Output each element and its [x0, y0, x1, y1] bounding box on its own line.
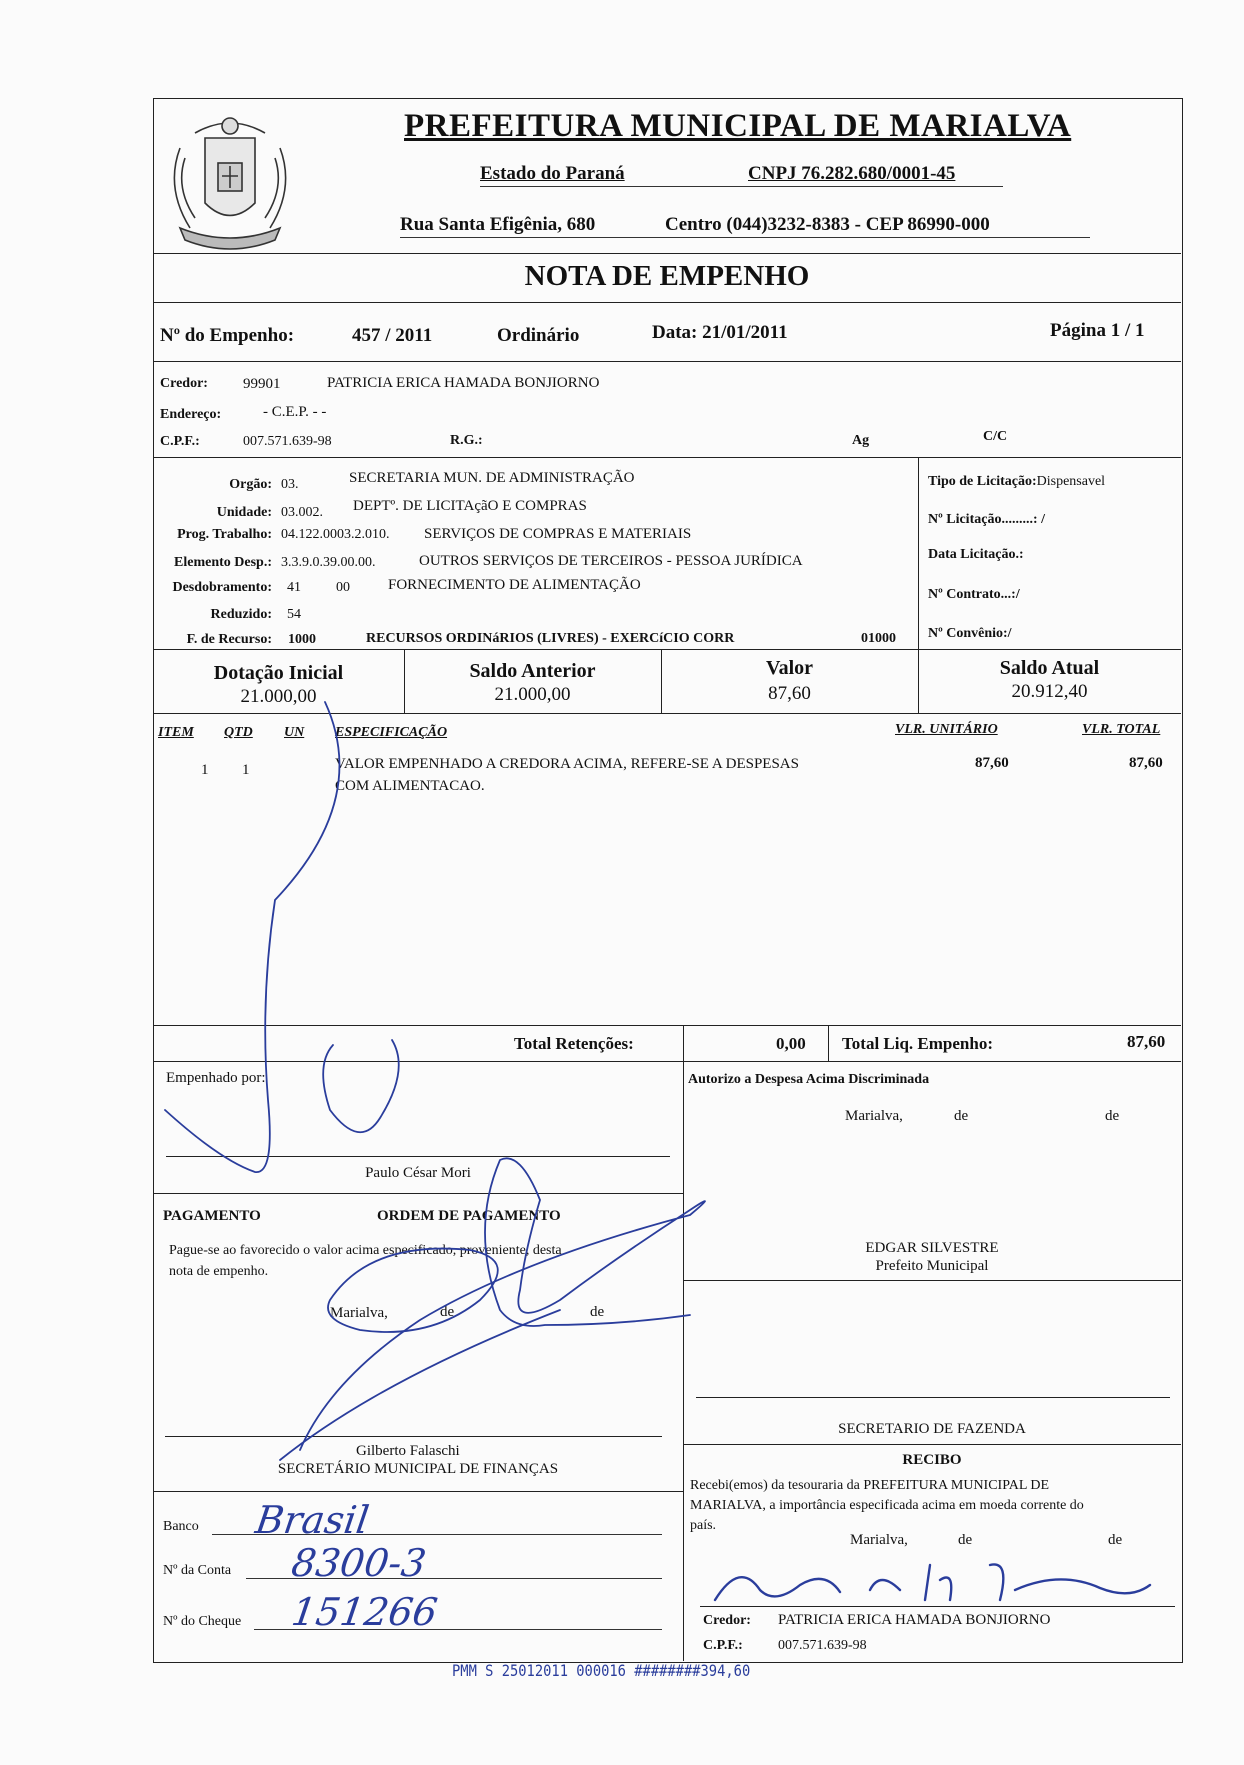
elemento-code: 3.3.9.0.39.00.00.	[281, 555, 376, 570]
desdobramento-a: 41	[287, 580, 301, 595]
address-label: Endereço:	[160, 407, 222, 422]
orgao-code: 03.	[281, 477, 299, 492]
ordem-pagamento-label: ORDEM DE PAGAMENTO	[377, 1208, 561, 1224]
credor-code: 99901	[243, 376, 281, 392]
valor-value: 87,60	[768, 683, 811, 704]
convenio-number: Nº Convênio:/	[928, 626, 1012, 641]
licitacao-number: Nº Licitação.........: /	[928, 512, 1045, 527]
dotacao-value: 21.000,00	[240, 686, 317, 707]
recurso-code: 1000	[288, 632, 316, 647]
desdobramento-b: 00	[336, 580, 350, 595]
autorizo-city: Marialva,	[845, 1108, 903, 1124]
recibo-de1: de	[958, 1532, 973, 1548]
pagamento-de1: de	[440, 1304, 455, 1320]
signature-credor	[715, 1564, 1150, 1600]
item-spec-line1: VALOR EMPENHADO A CREDORA ACIMA, REFERE-SE A DESPESAS	[335, 756, 799, 772]
prog-code: 04.122.0003.2.010.	[281, 527, 390, 542]
financas-title: SECRETÁRIO MUNICIPAL DE FINANÇAS	[277, 1461, 559, 1477]
recibo-de2: de	[1108, 1532, 1123, 1548]
total-liq-label: Total Liq. Empenho:	[842, 1034, 993, 1053]
handwritten-bank: Brasil	[252, 1498, 372, 1542]
col-total: VLR. TOTAL	[1082, 722, 1161, 737]
pagamento-city: Marialva,	[330, 1305, 388, 1321]
recibo-text1: Recebi(emos) da tesouraria da PREFEITURA MUNICIPAL DE	[690, 1478, 1050, 1493]
autorizo-de2: de	[1105, 1108, 1120, 1124]
recurso-label: F. de Recurso:	[186, 632, 272, 647]
elemento-label: Elemento Desp.:	[174, 555, 272, 570]
cc-label: C/C	[983, 429, 1008, 444]
cnpj: CNPJ 76.282.680/0001-45	[748, 163, 956, 184]
empenhado-name: Paulo César Mori	[365, 1165, 471, 1181]
prog-label: Prog. Trabalho:	[177, 527, 272, 542]
saldo-anterior-label: Saldo Anterior	[469, 660, 596, 682]
doc-title: NOTA DE EMPENHO	[524, 260, 810, 292]
contract-number: Nº Contrato...:/	[928, 587, 1020, 602]
state-name: Estado do Paraná	[480, 163, 625, 184]
pagamento-text1: Pague-se ao favorecido o valor acima especificado, proveniente, desta	[169, 1243, 562, 1258]
reduzido-value: 54	[287, 607, 301, 622]
ink-scribble-curve	[323, 1040, 399, 1132]
retencoes-value: 0,00	[776, 1034, 806, 1053]
empenhado-label: Empenhado por:	[166, 1070, 266, 1086]
address-value: - C.E.P. - -	[263, 404, 327, 420]
recibo-city: Marialva,	[850, 1532, 908, 1548]
ink-scribble-loop	[165, 702, 339, 1172]
banco-label: Banco	[163, 1519, 199, 1534]
item-number: 1	[201, 762, 209, 778]
credor-label: Credor:	[160, 376, 208, 391]
handwritten-conta: 8300-3	[288, 1541, 429, 1585]
col-unit: VLR. UNITÁRIO	[895, 722, 998, 737]
desdobramento-label: Desdobramento:	[172, 580, 272, 595]
prefeito-name: EDGAR SILVESTRE	[865, 1240, 999, 1256]
recibo-text2: MARIALVA, a importância especificada acima em moeda corrente do	[690, 1498, 1084, 1513]
processing-stamp: PMM S 25012011 000016 ########394,60	[452, 1661, 751, 1680]
recibo-cpf-value: 007.571.639-98	[778, 1638, 867, 1653]
licitacao-date: Data Licitação.:	[928, 547, 1024, 562]
empenho-number: 457 / 2011	[352, 325, 433, 346]
cheque-label: Nº do Cheque	[163, 1614, 242, 1629]
unidade-code: 03.002.	[281, 505, 323, 520]
credor-name: PATRICIA ERICA HAMADA BONJIORNO	[327, 375, 600, 391]
orgao-label: Orgão:	[229, 477, 272, 492]
signature-oval	[328, 1249, 498, 1332]
item-spec-line2: COM ALIMENTACAO.	[335, 778, 485, 794]
signature-secretary	[300, 1158, 705, 1450]
recibo-label: RECIBO	[902, 1452, 962, 1468]
handwritten-cheque: 151266	[288, 1590, 441, 1634]
street-address: Rua Santa Efigênia, 680	[400, 214, 596, 235]
col-qtd: QTD	[224, 725, 253, 740]
saldo-atual-value: 20.912,40	[1011, 681, 1088, 702]
unidade-desc: DEPTº. DE LICITAçãO E COMPRAS	[353, 498, 587, 514]
desdobramento-desc: FORNECIMENTO DE ALIMENTAÇÃO	[388, 577, 641, 593]
col-un: UN	[284, 725, 305, 740]
empenho-type: Ordinário	[497, 325, 580, 346]
total-liq-value: 87,60	[1127, 1032, 1166, 1051]
item-total-value: 87,60	[1129, 755, 1163, 771]
empenho-date: Data: 21/01/2011	[652, 322, 788, 343]
financas-name: Gilberto Falaschi	[356, 1443, 460, 1459]
autorizo-label: Autorizo a Despesa Acima Discriminada	[688, 1072, 930, 1087]
cpf-label: C.P.F.:	[160, 434, 200, 449]
signature-tail	[280, 1310, 560, 1460]
page-number: Página 1 / 1	[1050, 320, 1145, 341]
recurso-fonte: 01000	[861, 631, 896, 646]
recurso-desc: RECURSOS ORDINáRIOS (LIVRES) - EXERCíCIO CORR	[366, 631, 735, 646]
ag-label: Ag	[852, 433, 870, 448]
rg-label: R.G.:	[450, 433, 483, 448]
reduzido-label: Reduzido:	[210, 607, 272, 622]
pagamento-de2: de	[590, 1304, 605, 1320]
autorizo-de1: de	[954, 1108, 969, 1124]
prog-desc: SERVIÇOS DE COMPRAS E MATERIAIS	[424, 526, 692, 542]
recibo-text3: país.	[690, 1518, 717, 1533]
valor-label: Valor	[765, 657, 814, 679]
orgao-desc: SECRETARIA MUN. DE ADMINISTRAÇÃO	[349, 470, 635, 486]
licitacao-type-label: Tipo de Licitação:Dispensavel	[928, 474, 1106, 489]
conta-label: Nº da Conta	[163, 1563, 232, 1578]
pagamento-label: PAGAMENTO	[163, 1208, 261, 1224]
prefeito-title: Prefeito Municipal	[875, 1258, 989, 1274]
item-qtd: 1	[242, 762, 250, 778]
recibo-cpf-label: C.P.F.:	[703, 1638, 743, 1653]
recibo-credor-label: Credor:	[703, 1613, 751, 1628]
col-item: ITEM	[158, 725, 194, 740]
licitacao-type-value: Dispensavel	[1036, 474, 1106, 489]
pagamento-text2: nota de empenho.	[169, 1264, 269, 1279]
elemento-desc: OUTROS SERVIÇOS DE TERCEIROS - PESSOA JURÍDICA	[419, 553, 803, 569]
recibo-credor-name: PATRICIA ERICA HAMADA BONJIORNO	[778, 1612, 1051, 1628]
item-unit-value: 87,60	[975, 755, 1009, 771]
saldo-atual-label: Saldo Atual	[999, 657, 1100, 679]
dotacao-label: Dotação Inicial	[213, 662, 344, 684]
retencoes-label: Total Retenções:	[514, 1034, 634, 1053]
col-spec: ESPECIFICAÇÃO	[335, 725, 448, 740]
saldo-anterior-value: 21.000,00	[494, 684, 571, 705]
unidade-label: Unidade:	[216, 505, 272, 520]
cpf-value: 007.571.639-98	[243, 434, 332, 449]
secretario-fazenda: SECRETARIO DE FAZENDA	[838, 1421, 1026, 1437]
empenho-number-label: Nº do Empenho:	[160, 325, 295, 346]
municipality-title: PREFEITURA MUNICIPAL DE MARIALVA	[404, 108, 1072, 144]
contact-info: Centro (044)3232-8383 - CEP 86990-000	[665, 214, 990, 235]
